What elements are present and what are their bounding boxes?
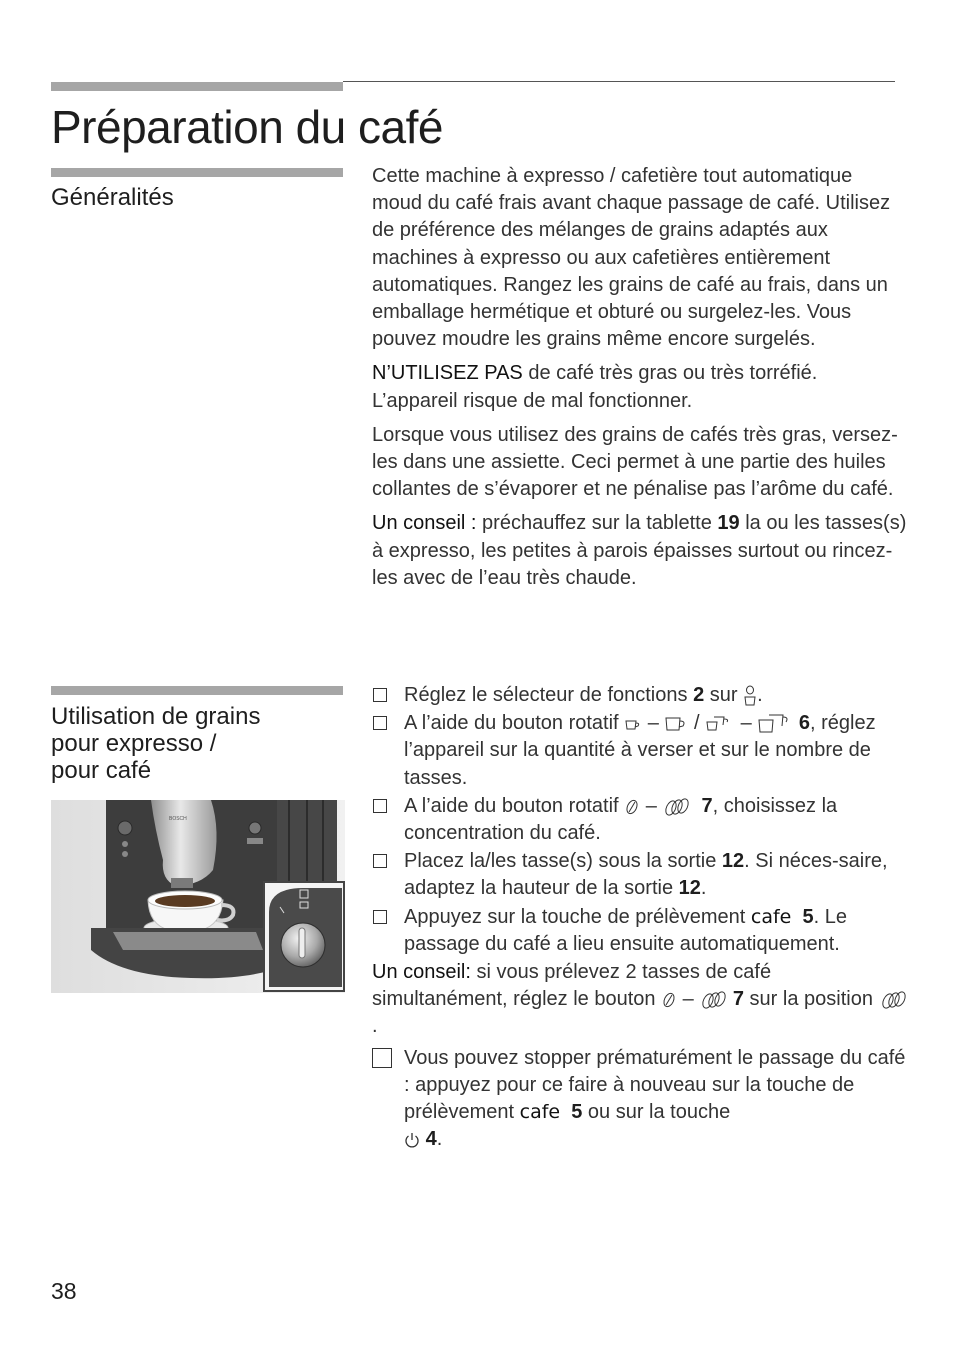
step-reference: 12 xyxy=(721,850,745,873)
checkbox-icon xyxy=(373,716,387,730)
tip-text: – xyxy=(677,988,700,1011)
page-number: 38 xyxy=(51,1278,77,1304)
list-item xyxy=(372,904,907,958)
note-reference: 5 xyxy=(571,1101,583,1124)
tip-text: si vous prélevez 2 tasses de café simultanément, réglez le bouton xyxy=(372,961,772,1011)
tip-text: sur la position xyxy=(744,988,879,1011)
warning-label: N’UTILISEZ PAS xyxy=(372,362,523,385)
utilisation-body xyxy=(372,682,907,1154)
list-item xyxy=(372,710,907,792)
heading-line: pour expresso / xyxy=(51,730,217,757)
step-text: Appuyez sur la touche de prélèvement xyxy=(404,905,751,928)
note-text: Vous pouvez stopper prématurément le passage du café : appuyez pour ce faire à nouveau sur la touche de prélèvement xyxy=(404,1046,906,1124)
note-text: . xyxy=(436,1128,443,1151)
mild-bean-icon xyxy=(624,797,640,817)
tip-text: préchauffez sur la tablette xyxy=(476,512,718,535)
step-text: A l’aide du bouton rotatif xyxy=(404,794,625,817)
checkbox-icon xyxy=(373,854,387,868)
power-icon xyxy=(404,1131,420,1149)
cafe-key-label: cafe xyxy=(750,905,792,928)
heading-line: Utilisation de grains xyxy=(51,703,261,730)
step-reference: 2 xyxy=(693,684,705,706)
section-heading-generalites: Généralités xyxy=(51,184,174,211)
small-cup-icon xyxy=(624,716,642,732)
bean-cup-selector-icon xyxy=(743,685,757,707)
section-rule-generalites xyxy=(51,168,343,177)
tip-reference: 19 xyxy=(717,512,740,535)
coffee-machine-photo xyxy=(51,800,345,993)
checkbox-icon xyxy=(373,799,387,813)
coffee-machine-illustration xyxy=(51,800,345,993)
note-list xyxy=(372,1045,907,1154)
step-reference: 7 xyxy=(701,794,713,817)
section-heading-utilisation xyxy=(51,703,260,784)
strong-beans-icon xyxy=(699,989,727,1011)
section-rule-utilisation xyxy=(51,686,343,695)
strong-beans-icon xyxy=(662,796,690,818)
cafe-key-label: cafe xyxy=(519,1101,561,1124)
step-text: . xyxy=(700,877,707,900)
step-text: Réglez le sélecteur de fonctions xyxy=(404,684,694,706)
step-reference: 6 xyxy=(798,712,811,735)
utilisation-tip xyxy=(372,959,907,1041)
list-item xyxy=(372,1045,907,1154)
generalites-paragraph-2 xyxy=(372,360,907,414)
heading-line: pour café xyxy=(51,757,152,784)
title-rule-thick xyxy=(51,82,343,91)
list-item xyxy=(372,682,907,709)
checkbox-icon xyxy=(373,910,387,924)
generalites-tip xyxy=(372,510,907,592)
large-cup-icon xyxy=(664,715,688,733)
generalites-paragraph-1: Cette machine à expresso / cafetière tout automatique moud du café frais avant chaque passage de café. Utilisez de préférence des mélanges de grains adaptés aux machines à expresso ou aux cafetières entièrement automatiques. Rangez les grains de café au frais, dans un emballage hermétique et obturé ou surgelez-les. Vous pouvez moudre les grains même encore surgelés. xyxy=(372,165,891,351)
step-text: sur xyxy=(704,684,744,706)
step-text: – xyxy=(640,794,663,817)
brand-label: BOSCH xyxy=(169,816,187,822)
tip-text-end: la ou les tasses(s) à expresso, les petites à parois épaisses surtout ou rincez-les avec de l’eau très chaude. xyxy=(372,512,907,589)
step-reference: 12 xyxy=(678,877,701,900)
generalites-body xyxy=(372,163,907,599)
note-box-icon xyxy=(372,1048,392,1068)
list-item xyxy=(372,793,907,847)
mild-bean-icon xyxy=(661,990,677,1010)
step-text: . Le passage du café a lieu ensuite automatiquement. xyxy=(404,905,847,955)
step-text: / xyxy=(688,712,706,735)
note-text: ou sur la touche xyxy=(582,1101,731,1124)
step-text: A l’aide du bouton rotatif xyxy=(404,712,625,735)
step-text: . xyxy=(757,684,763,706)
checkbox-icon xyxy=(373,688,387,702)
step-text: – xyxy=(642,712,665,735)
two-small-cups-icon xyxy=(705,715,735,733)
step-text: . Si néces-saire, adaptez la hauteur de la sortie xyxy=(404,850,888,900)
step-reference: 5 xyxy=(802,905,814,928)
two-large-cups-icon xyxy=(757,714,793,734)
step-text: , réglez l’appareil sur la quantité à verser et sur le nombre de tasses. xyxy=(404,712,876,789)
tip-label: Un conseil : xyxy=(372,512,477,535)
tip-text: . xyxy=(372,1015,378,1038)
generalites-paragraph-3: Lorsque vous utilisez des grains de cafés très gras, versez-les dans une assiette. Ceci permet à une partie des huiles collantes de s’évaporer et ne pénalise pas l’arôme du café. xyxy=(372,423,898,501)
step-text: , choisissez la concentration du café. xyxy=(404,794,838,845)
step-text: – xyxy=(735,712,758,735)
tip-reference: 7 xyxy=(732,988,744,1011)
step-text: Placez la/les tasse(s) sous la sortie xyxy=(404,850,722,873)
strong-beans-icon xyxy=(879,989,907,1011)
warning-text: de café très gras ou très torréfié. L’appareil risque de mal fonctionner. xyxy=(372,362,818,412)
title-rule-thin xyxy=(343,81,895,82)
tip-label: Un conseil: xyxy=(372,961,471,984)
instruction-list xyxy=(372,682,907,958)
list-item xyxy=(372,848,907,902)
page-title: Préparation du café xyxy=(51,101,443,153)
note-reference: 4 xyxy=(425,1128,437,1151)
